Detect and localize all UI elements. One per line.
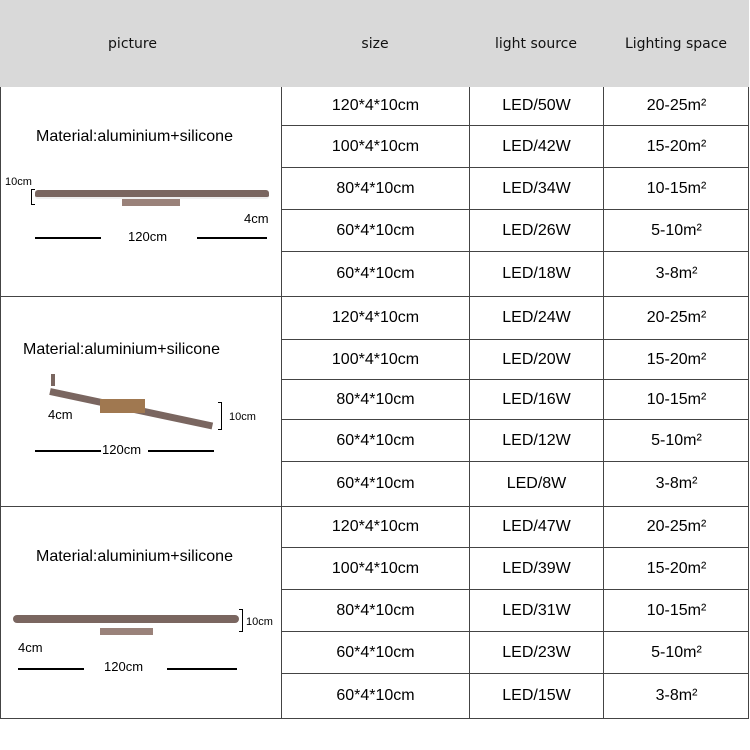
depth-label: 4cm bbox=[18, 640, 43, 655]
lamp-mount bbox=[122, 199, 180, 206]
lamp-end bbox=[51, 374, 55, 386]
lighting-space-cell: 20-25m² bbox=[603, 507, 749, 548]
light-source-cell: LED/34W bbox=[469, 168, 603, 210]
light-source-cell: LED/26W bbox=[469, 210, 603, 252]
arrow-right-icon bbox=[197, 237, 267, 239]
lighting-space-cell: 5-10m² bbox=[603, 420, 749, 462]
light-source-cell: LED/39W bbox=[469, 548, 603, 590]
height-label: 10cm bbox=[246, 616, 273, 628]
light-source-cell: LED/23W bbox=[469, 632, 603, 674]
arrow-left-icon bbox=[35, 237, 101, 239]
lighting-space-cell: 15-20m² bbox=[603, 340, 749, 380]
lighting-space-cell: 3-8m² bbox=[603, 252, 749, 297]
lighting-space-cell: 10-15m² bbox=[603, 380, 749, 420]
lighting-space-cell: 3-8m² bbox=[603, 462, 749, 507]
size-cell: 60*4*10cm bbox=[281, 674, 469, 719]
size-cell: 80*4*10cm bbox=[281, 168, 469, 210]
lighting-space-cell: 10-15m² bbox=[603, 168, 749, 210]
light-source-cell: LED/50W bbox=[469, 87, 603, 126]
height-label: 10cm bbox=[229, 411, 256, 423]
light-source-cell: LED/24W bbox=[469, 297, 603, 340]
light-source-cell: LED/47W bbox=[469, 507, 603, 548]
lighting-space-cell: 5-10m² bbox=[603, 210, 749, 252]
material-label: Material:aluminium+silicone bbox=[23, 341, 220, 358]
material-label: Material:aluminium+silicone bbox=[36, 548, 233, 565]
lamp-bar bbox=[13, 615, 239, 623]
size-cell: 100*4*10cm bbox=[281, 126, 469, 168]
header-size: size bbox=[281, 0, 469, 87]
arrow-left-icon bbox=[18, 668, 84, 670]
light-source-cell: LED/31W bbox=[469, 590, 603, 632]
lighting-space-cell: 20-25m² bbox=[603, 297, 749, 340]
light-source-cell: LED/8W bbox=[469, 462, 603, 507]
size-cell: 100*4*10cm bbox=[281, 548, 469, 590]
depth-label: 4cm bbox=[48, 407, 73, 422]
light-source-cell: LED/15W bbox=[469, 674, 603, 719]
header-light-source: light source bbox=[469, 0, 603, 87]
lamp-mount bbox=[100, 399, 145, 413]
arrow-right-icon bbox=[167, 668, 237, 670]
size-cell: 60*4*10cm bbox=[281, 420, 469, 462]
lamp-mount bbox=[100, 628, 153, 635]
arrow-left-icon bbox=[35, 450, 101, 452]
light-source-cell: LED/12W bbox=[469, 420, 603, 462]
lighting-space-cell: 15-20m² bbox=[603, 548, 749, 590]
lighting-space-cell: 15-20m² bbox=[603, 126, 749, 168]
size-cell: 60*4*10cm bbox=[281, 252, 469, 297]
light-source-cell: LED/42W bbox=[469, 126, 603, 168]
light-source-cell: LED/18W bbox=[469, 252, 603, 297]
length-label: 120cm bbox=[102, 442, 142, 457]
size-cell: 120*4*10cm bbox=[281, 87, 469, 126]
lighting-space-cell: 10-15m² bbox=[603, 590, 749, 632]
material-label: Material:aluminium+silicone bbox=[36, 128, 233, 145]
header-picture: picture bbox=[0, 0, 281, 87]
size-cell: 80*4*10cm bbox=[281, 590, 469, 632]
size-cell: 100*4*10cm bbox=[281, 340, 469, 380]
size-cell: 60*4*10cm bbox=[281, 632, 469, 674]
size-cell: 120*4*10cm bbox=[281, 297, 469, 340]
height-bracket bbox=[239, 609, 243, 632]
size-cell: 60*4*10cm bbox=[281, 210, 469, 252]
light-source-cell: LED/20W bbox=[469, 340, 603, 380]
length-label: 120cm bbox=[128, 229, 168, 244]
depth-label: 4cm bbox=[244, 211, 269, 226]
arrow-right-icon bbox=[148, 450, 214, 452]
lighting-space-cell: 20-25m² bbox=[603, 87, 749, 126]
light-source-cell: LED/16W bbox=[469, 380, 603, 420]
height-label: 10cm bbox=[5, 176, 32, 188]
length-label: 120cm bbox=[104, 659, 144, 674]
lamp-bar bbox=[35, 190, 269, 199]
lighting-space-cell: 3-8m² bbox=[603, 674, 749, 719]
size-cell: 80*4*10cm bbox=[281, 380, 469, 420]
height-bracket bbox=[218, 402, 222, 430]
lighting-space-cell: 5-10m² bbox=[603, 632, 749, 674]
header-lighting-space: Lighting space bbox=[603, 0, 749, 87]
size-cell: 120*4*10cm bbox=[281, 507, 469, 548]
size-cell: 60*4*10cm bbox=[281, 462, 469, 507]
